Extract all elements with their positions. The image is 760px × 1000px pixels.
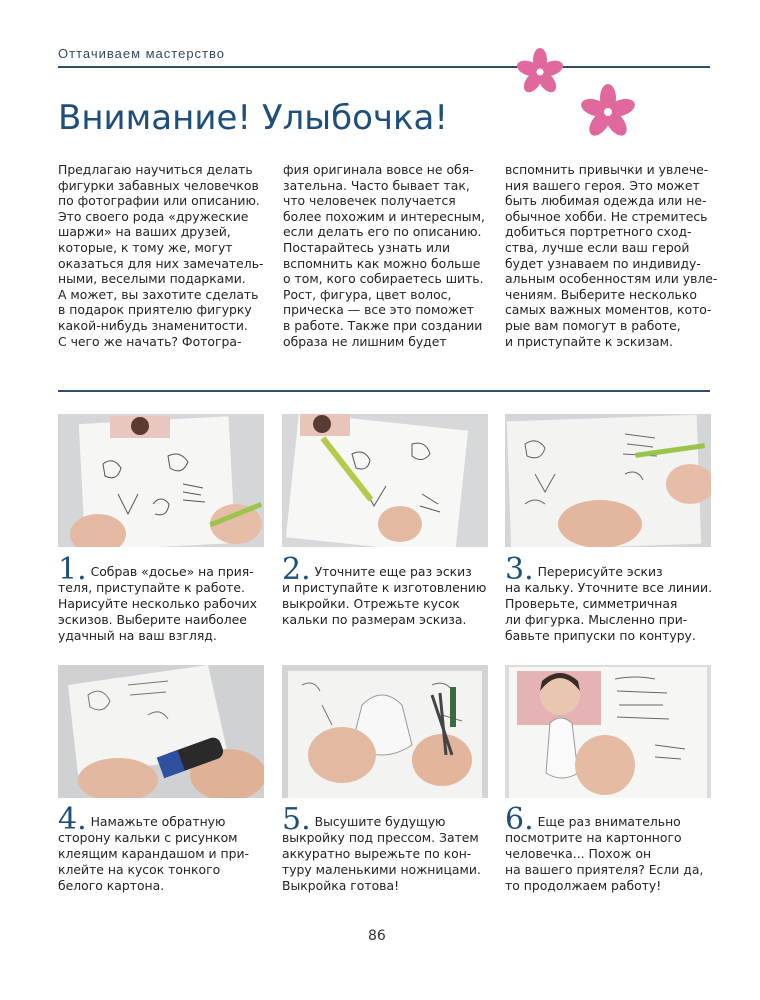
step-4-number: 4. xyxy=(58,802,87,837)
step-6-photo xyxy=(505,665,711,798)
intro-column-3: вспомнить привычки и увлече- ния вашего героя. Это может быть любимая одежда или не- обычное хобби. Не стремитесь добиться портретного сход- ства, лучше если ваш герой будет узнаваем по индивиду- альным особенностям или увле- чениям. Выберите несколько самых важных моментов, кото- рые вам помогут в работе, и приступайте к эскизам. xyxy=(505,162,718,349)
step-5-number: 5. xyxy=(282,802,311,837)
step-2-text: 2. Уточните еще раз эскиз и приступайте к изготовлению выкройки. Отрежьте кусок кальки по размерам эскиза. xyxy=(282,552,487,627)
intro-column-1: Предлагаю научиться делать фигурки забавных человечков по фотографии или описанию. Это своего рода «дружеские шаржи» на ваших друзей, которые, к тому же, могут оказаться для них замечатель- ными, веселыми подарками. А может, вы захотите сделать в подарок приятелю фигурку какой-нибудь знаменитости. С чего же начать? Фотогра- xyxy=(58,162,264,349)
step-4-photo xyxy=(58,665,264,798)
step-6-number: 6. xyxy=(505,802,534,837)
step-6-text: 6. Еще раз внимательно посмотрите на картонного человечка... Похож он на вашего приятеля? Если да, то продолжаем работу! xyxy=(505,802,704,893)
step-1-text: 1. Собрав «досье» на прия- теля, приступайте к работе. Нарисуйте несколько рабочих эскизов. Выберите наиболее удачный на ваш взгляд. xyxy=(58,552,258,643)
step-1-photo xyxy=(58,414,264,547)
page-title: Внимание! Улыбочка! xyxy=(58,98,448,138)
step-2-photo xyxy=(282,414,488,547)
step-1-number: 1. xyxy=(58,552,87,587)
step-5-photo xyxy=(282,665,488,798)
step-5-text: 5. Высушите будущую выкройку под прессом. Затем аккуратно вырежьте по кон- туру маленькими ножницами. Выкройка готова! xyxy=(282,802,481,893)
step-4-text: 4. Намажьте обратную сторону кальки с рисунком клеящим карандашом и при- клейте на кусок тонкого белого картона. xyxy=(58,802,249,893)
step-3-number: 3. xyxy=(505,552,534,587)
step-2-number: 2. xyxy=(282,552,311,587)
step-3-photo xyxy=(505,414,711,547)
intro-column-2: фия оригинала вовсе не обя- зательна. Часто бывает так, что человечек получается более похожим и интересным, если делать его по описанию. Постарайтесь узнать или вспомнить как можно больше о том, кого собираетесь шить. Рост, фигура, цвет волос, прическа — все это поможет в работе. Также при создании образа не лишним будет xyxy=(283,162,485,349)
step-3-text: 3. Перерисуйте эскиз на кальку. Уточните все линии. Проверьте, симметричная ли фигурка. Мысленно при- бавьте припуски по контуру. xyxy=(505,552,713,643)
section-label: Оттачиваем мастерство xyxy=(58,46,226,61)
page-number: 86 xyxy=(368,928,386,944)
flower-decoration-icon xyxy=(510,44,650,144)
section-rule xyxy=(58,390,710,392)
